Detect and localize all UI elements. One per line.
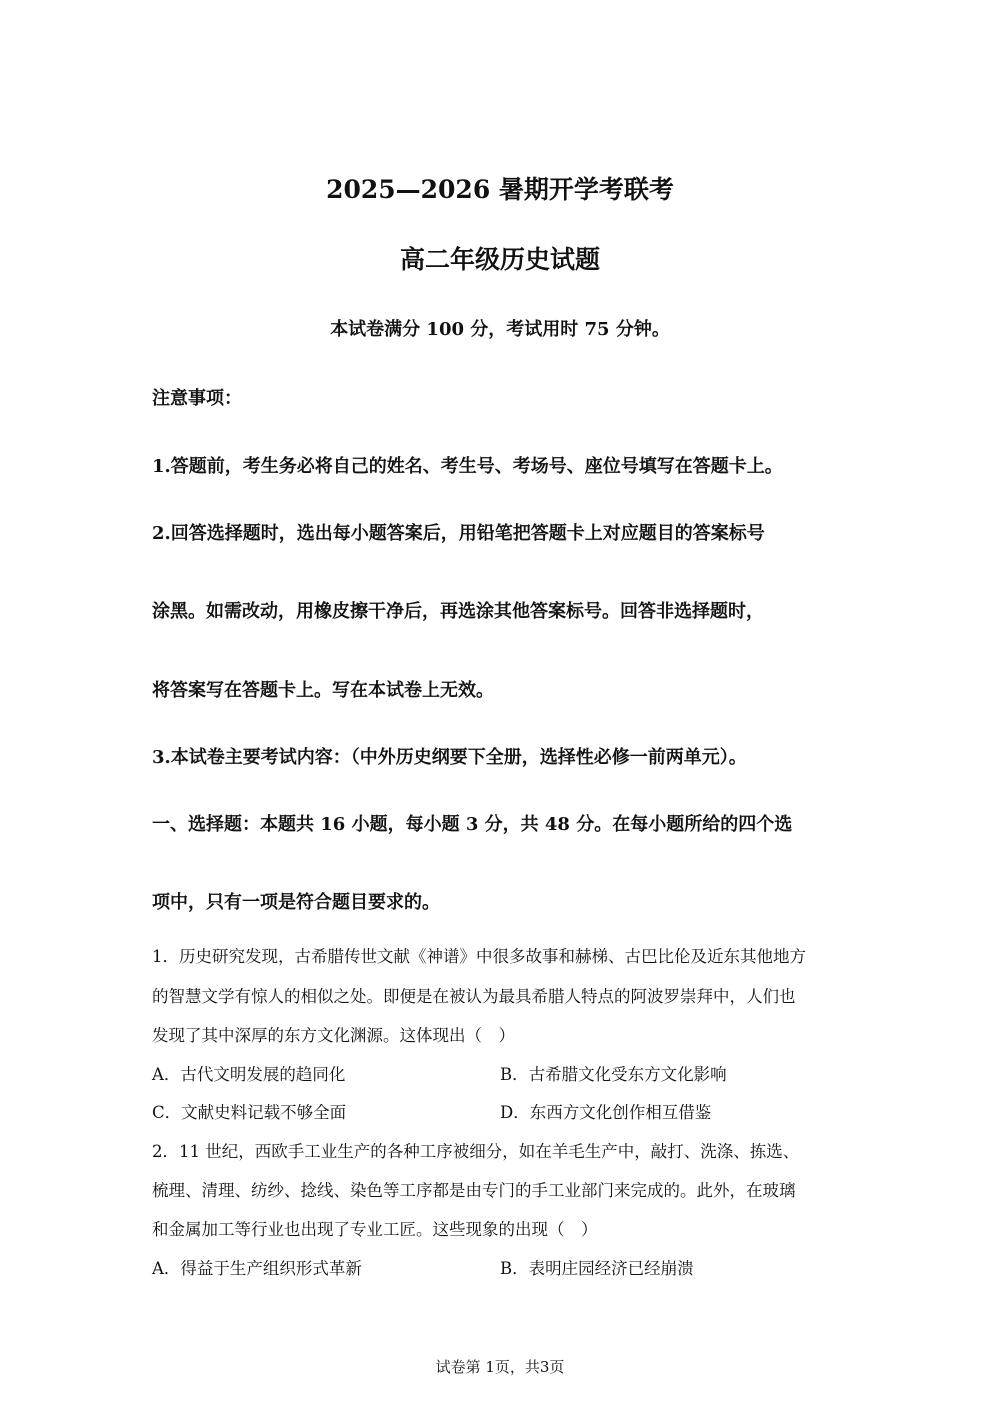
question-1-stem-line-1: 1．历史研究发现，古希腊传世文献《神谱》中很多故事和赫梯、古巴比伦及近东其他地方 <box>152 947 806 966</box>
question-1-stem-line-3: 发现了其中深厚的东方文化渊源。这体现出（ ） <box>152 1026 515 1045</box>
exam-info: 本试卷满分 100 分，考试用时 75 分钟。 <box>330 319 670 340</box>
section-heading-line-2: 项中，只有一项是符合题目要求的。 <box>152 892 440 913</box>
notice-item-1: 1.答题前，考生务必将自己的姓名、考生号、考场号、座位号填写在答题卡上。 <box>152 456 783 477</box>
page-indicator: 试卷第 1页，共3页 <box>435 1358 565 1376</box>
question-1-option-c: C．文献史料记载不够全面 <box>152 1103 347 1122</box>
question-2-option-a: A．得益于生产组织形式革新 <box>152 1259 362 1278</box>
question-2-stem-line-3: 和金属加工等行业也出现了专业工匠。这些现象的出现（ ） <box>152 1220 598 1239</box>
exam-subject-title: 高二年级历史试题 <box>399 245 600 274</box>
question-1-option-a: A．古代文明发展的趋同化 <box>152 1065 346 1084</box>
question-2-option-b: B．表明庄园经济已经崩溃 <box>500 1259 694 1278</box>
question-1-stem-line-2: 的智慧文学有惊人的相似之处。即便是在被认为最具希腊人特点的阿波罗崇拜中，人们也 <box>152 987 796 1006</box>
notice-item-2-line-1: 2.回答选择题时，选出每小题答案后，用铅笔把答题卡上对应题目的答案标号 <box>152 523 765 544</box>
notice-item-3: 3.本试卷主要考试内容：（中外历史纲要下全册，选择性必修一前两单元）。 <box>152 747 747 768</box>
notice-item-2-line-2: 涂黑。如需改动，用橡皮擦干净后，再选涂其他答案标号。回答非选择题时， <box>152 601 764 622</box>
notice-heading: 注意事项： <box>152 388 242 409</box>
question-2-stem-line-2: 梳理、清理、纺纱、捻线、染色等工序都是由专门的手工业部门来完成的。此外，在玻璃 <box>152 1181 796 1200</box>
question-1-option-b: B．古希腊文化受东方文化影响 <box>500 1065 727 1084</box>
exam-title: 2025—2026 暑期开学考联考 <box>326 175 674 204</box>
question-1-option-d: D．东西方文化创作相互借鉴 <box>500 1103 712 1122</box>
question-2-stem-line-1: 2．11 世纪，西欧手工业生产的各种工序被细分，如在羊毛生产中，敲打、洗涤、拣选、 <box>152 1142 800 1161</box>
section-heading-line-1: 一、选择题：本题共 16 小题，每小题 3 分，共 48 分。在每小题所给的四个选 <box>152 814 793 835</box>
notice-item-2-line-3: 将答案写在答题卡上。写在本试卷上无效。 <box>152 680 494 701</box>
